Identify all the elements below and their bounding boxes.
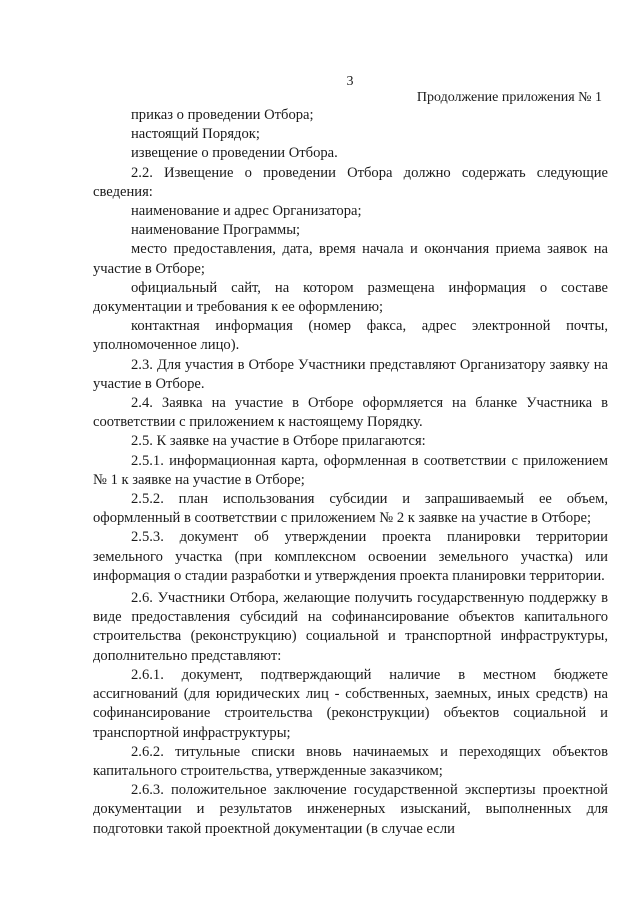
paragraph: наименование Программы; xyxy=(131,222,301,239)
appendix-continuation-label: Продолжение приложения № 1 xyxy=(416,90,602,105)
paragraph: извещение о проведении Отбора. xyxy=(131,145,338,162)
paragraph: официальный сайт, на котором размещена информация о составе документации и требования к ее оформлению; xyxy=(93,279,608,316)
document-body xyxy=(93,106,608,839)
paragraph: место предоставления, дата, время начала и окончания приема заявок на участие в Отборе; xyxy=(93,241,608,277)
paragraph: 2.5.3. документ об утверждении проекта планировки территории земельного участка (при комплексном освоении земельного участка) или информация о стадии разработки и утверждения проекта планировки территории. xyxy=(93,529,608,584)
paragraph: 2.5.1. информационная карта, оформленная в соответствии с приложением № 1 к заявке на участие в Отборе; xyxy=(93,452,608,488)
paragraph: 2.6.3. положительное заключение государственной экспертизы проектной документации и результатов инженерных изысканий, выполненных для подготовки такой проектной документации (в случае если xyxy=(93,782,608,837)
paragraph: настоящий Порядок; xyxy=(131,126,260,143)
paragraph: 2.6. Участники Отбора, желающие получить государственную поддержку в виде предоставления субсидий на софинансирование объектов капитального строительства (реконструкцию) социальной и транспортной инфраструктуры, дополнительно представляют: xyxy=(93,590,608,664)
paragraph: 2.3. Для участия в Отборе Участники представляют Организатору заявку на участие в Отборе. xyxy=(93,356,608,392)
paragraph: 2.4. Заявка на участие в Отборе оформляется на бланке Участника в соответствии с приложением к настоящему Порядку. xyxy=(93,395,608,431)
paragraph: 2.5.2. план использования субсидии и запрашиваемый ее объем, оформленный в соответствии с приложением № 2 к заявке на участие в Отборе; xyxy=(93,491,608,527)
paragraph: 2.5. К заявке на участие в Отборе прилагаются: xyxy=(131,433,426,450)
paragraph: приказ о проведении Отбора; xyxy=(131,107,314,123)
paragraph: 2.2. Извещение о проведении Отбора должно содержать следующие сведения: xyxy=(93,164,608,200)
page-number: 3 xyxy=(346,74,354,89)
paragraph: контактная информация (номер факса, адрес электронной почты, уполномоченное лицо). xyxy=(93,318,608,354)
paragraph: 2.6.2. титульные списки вновь начинаемых и переходящих объектов капитального строительства, утвержденные заказчиком; xyxy=(93,743,608,779)
paragraph: наименование и адрес Организатора; xyxy=(131,203,362,220)
paragraph: 2.6.1. документ, подтверждающий наличие в местном бюджете ассигнований (для юридических лиц - собственных, заемных, иных средств) на софинансирование строительства (реконструкции) объектов социальной и транспортной инфраструктуры; xyxy=(93,666,608,741)
